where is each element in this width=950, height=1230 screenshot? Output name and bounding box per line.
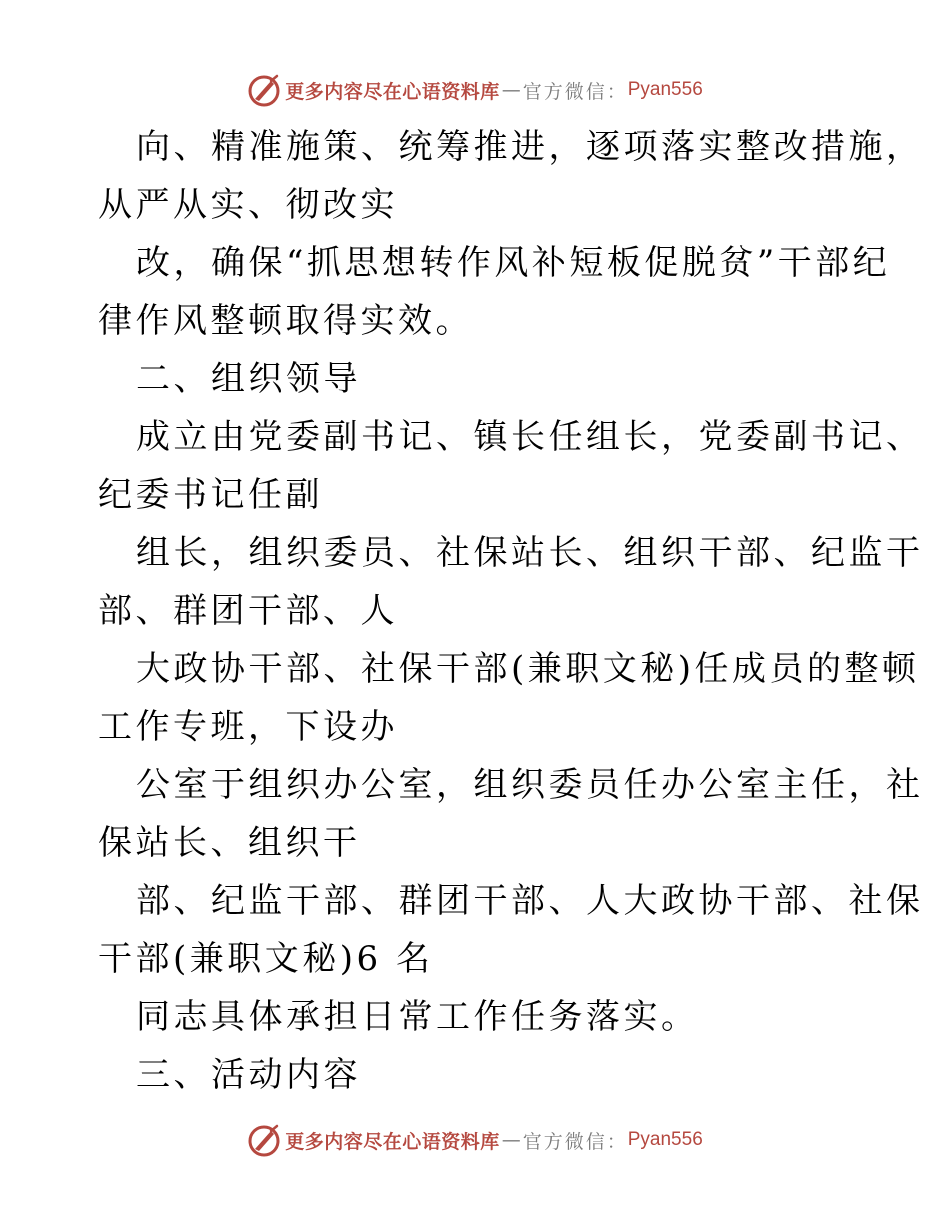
watermark-main-text: 更多内容尽在心语资料库 xyxy=(285,1130,500,1153)
text-line: 干部(兼职文秘)6 名 xyxy=(98,939,434,979)
text-line: 向、精准施策、统筹推进，逐项落实整改措施， xyxy=(136,127,924,167)
watermark-header xyxy=(0,72,950,108)
text-line: 组长，组织委员、社保站长、组织干部、纪监干 xyxy=(136,533,924,573)
watermark-dash: — xyxy=(501,1129,521,1151)
watermark-label: 官方微信： xyxy=(522,1130,628,1153)
text-line: 从严从实、彻改实 xyxy=(98,185,398,225)
text-line: 大政协干部、社保干部(兼职文秘)任成员的整顿 xyxy=(136,649,920,689)
text-line: 改，确保“抓思想转作风补短板促脱贫”干部纪 xyxy=(136,243,891,283)
text-line: 部、群团干部、人 xyxy=(98,591,398,631)
text-line: 部、纪监干部、群团干部、人大政协干部、社保 xyxy=(136,881,924,921)
text-line: 保站长、组织干 xyxy=(98,823,361,863)
brush-logo-icon xyxy=(247,1123,281,1157)
text-line: 工作专班，下设办 xyxy=(98,707,398,747)
watermark-main-text: 更多内容尽在心语资料库 xyxy=(285,80,500,103)
watermark-footer xyxy=(0,1122,950,1158)
section-heading: 二、组织领导 xyxy=(136,359,361,399)
watermark-id: Pyan556 xyxy=(627,1129,703,1150)
document-body xyxy=(98,118,924,1104)
watermark-label: 官方微信： xyxy=(522,80,628,103)
section-heading: 三、活动内容 xyxy=(136,1055,361,1095)
brush-logo-icon xyxy=(247,73,281,107)
text-line: 纪委书记任副 xyxy=(98,475,323,515)
text-line: 成立由党委副书记、镇长任组长，党委副书记、 xyxy=(136,417,924,457)
text-line: 公室于组织办公室，组织委员任办公室主任，社 xyxy=(136,765,924,805)
text-line: 同志具体承担日常工作任务落实。 xyxy=(136,997,699,1037)
text-line: 律作风整顿取得实效。 xyxy=(98,301,473,341)
watermark-dash: — xyxy=(501,79,521,101)
watermark-id: Pyan556 xyxy=(627,79,703,100)
